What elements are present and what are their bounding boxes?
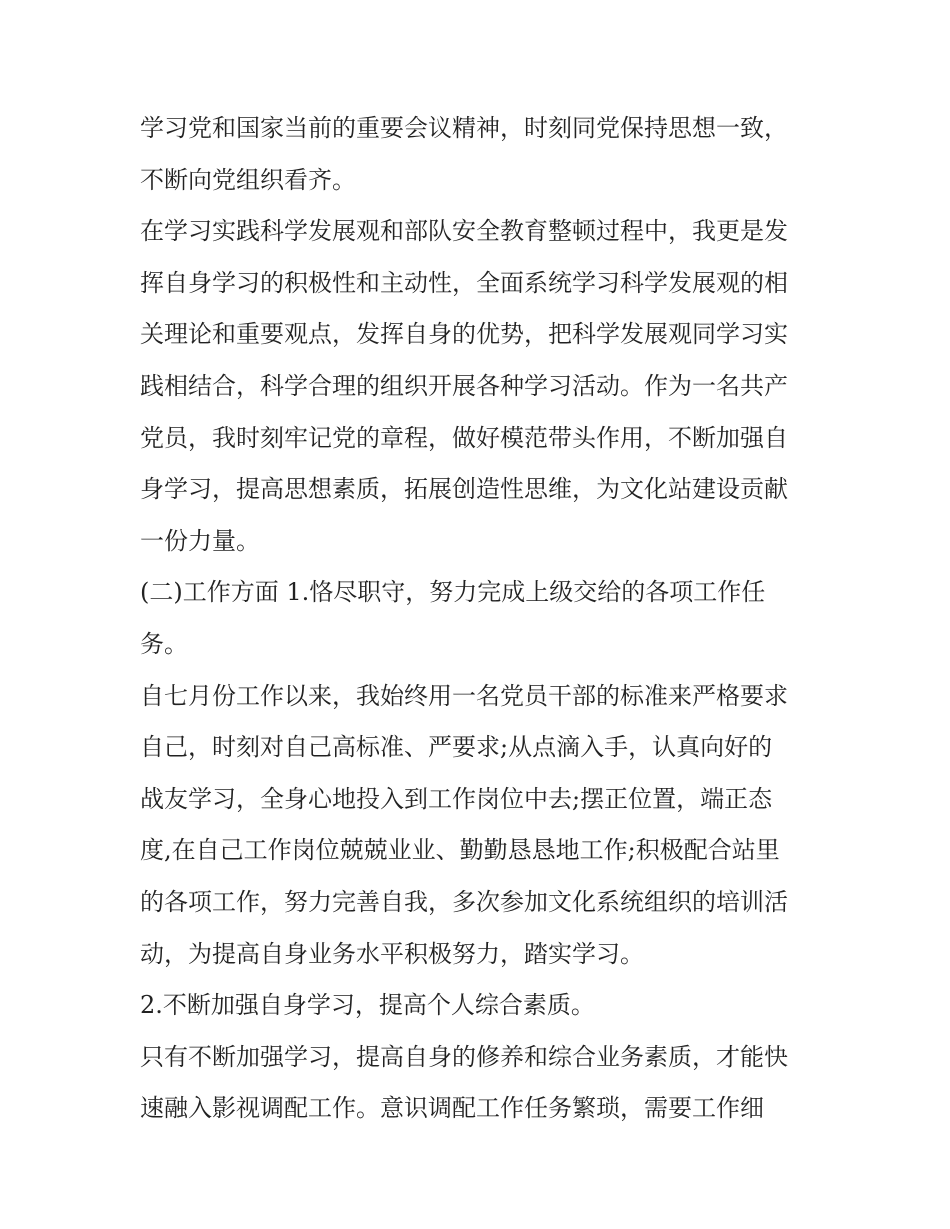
text-line: 战友学习，全身心地投入到工作岗位中去;摆正位置，端正态 — [140, 784, 773, 813]
text-line: 2.不断加强自身学习，提高个人综合素质。 — [140, 991, 595, 1020]
text-line: (二)工作方面 1.恪尽职守，努力完成上级交给的各项工作任 — [140, 578, 766, 607]
text-line: 一份力量。 — [140, 526, 260, 555]
text-line: 身学习，提高思想素质，拓展创造性思维，为文化站建设贡献 — [140, 475, 788, 504]
text-line: 学习党和国家当前的重要会议精神，时刻同党保持思想一致， — [140, 114, 788, 142]
text-line: 践相结合，科学合理的组织开展各种学习活动。作为一名共产 — [140, 371, 788, 400]
text-line: 速融入影视调配工作。意识调配工作任务繁琐，需要工作细 — [140, 1094, 764, 1123]
text-line: 度,在自己工作岗位兢兢业业、勤勤恳恳地工作;积极配合站里 — [140, 836, 780, 865]
text-line: 在学习实践科学发展观和部队安全教育整顿过程中，我更是发 — [140, 217, 788, 246]
text-line: 动，为提高自身业务水平积极努力，踏实学习。 — [140, 939, 644, 968]
text-line: 自己，时刻对自己高标准、严要求;从点滴入手，认真向好的 — [140, 733, 773, 762]
text-line: 挥自身学习的积极性和主动性，全面系统学习科学发展观的相 — [140, 268, 788, 297]
text-line: 的各项工作，努力完善自我，多次参加文化系统组织的培训活 — [140, 887, 788, 916]
body-text — [140, 103, 830, 1135]
text-line: 党员，我时刻牢记党的章程，做好模范带头作用，不断加强自 — [140, 423, 788, 452]
text-line: 只有不断加强学习，提高自身的修养和综合业务素质，才能快 — [140, 1042, 788, 1071]
text-line: 务。 — [140, 629, 188, 658]
text-line: 自七月份工作以来，我始终用一名党员干部的标准来严格要求 — [140, 681, 788, 710]
text-line: 不断向党组织看齐。 — [140, 165, 356, 194]
text-line: 关理论和重要观点，发挥自身的优势，把科学发展观同学习实 — [140, 320, 788, 349]
